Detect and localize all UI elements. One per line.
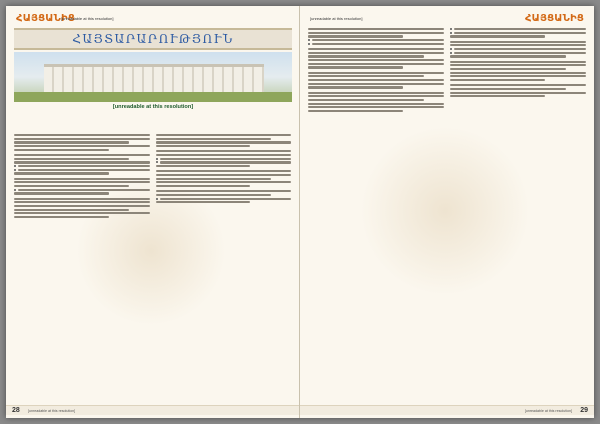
- article-block: [308, 48, 444, 69]
- running-header: [6, 10, 299, 24]
- publication-logo: ՀԱՅՑԱՆԻՑ: [524, 13, 584, 24]
- page-footer: [300, 405, 594, 415]
- article-block: [450, 61, 586, 82]
- column-1: [14, 134, 150, 402]
- magazine-spread: [6, 6, 594, 418]
- intro-text: [unreadable at this resolution]: [112, 104, 194, 110]
- body-columns: [14, 134, 291, 402]
- running-header: [300, 10, 594, 24]
- right-page: [300, 6, 594, 418]
- article-block: [308, 72, 444, 89]
- footer-text: [unreadable at this resolution]: [524, 409, 572, 413]
- page-number: 29: [580, 407, 588, 414]
- article-block: [156, 190, 292, 203]
- running-info: [unreadable at this resolution]: [61, 16, 114, 21]
- footer-text: [unreadable at this resolution]: [28, 409, 76, 413]
- column-2: [450, 28, 586, 402]
- article-block: [450, 41, 586, 58]
- article-block: [14, 198, 150, 219]
- publication-logo: ՀԱՅՑԱՆԻՑ: [16, 13, 76, 24]
- article-block: [156, 134, 292, 147]
- article-block: [308, 28, 444, 45]
- article-block: [156, 170, 292, 187]
- running-info: [unreadable at this resolution]: [310, 16, 363, 21]
- article-block: [156, 150, 292, 167]
- left-page: [6, 6, 300, 418]
- page-footer: [6, 405, 299, 415]
- hero-image: [14, 52, 292, 102]
- building-illustration: [44, 64, 264, 92]
- page-number: 28: [12, 407, 20, 414]
- article-block: [450, 28, 586, 38]
- column-1: [308, 28, 444, 402]
- article-block: [450, 84, 586, 97]
- article-block: [14, 154, 150, 175]
- column-2: [156, 134, 292, 402]
- article-block: [14, 134, 150, 151]
- article-block: [14, 178, 150, 195]
- article-block: [308, 92, 444, 113]
- section-title: ՀԱՅՏԱՐԱՐՈՒԹՅՈՒՆ: [14, 28, 292, 50]
- body-columns: [308, 28, 586, 402]
